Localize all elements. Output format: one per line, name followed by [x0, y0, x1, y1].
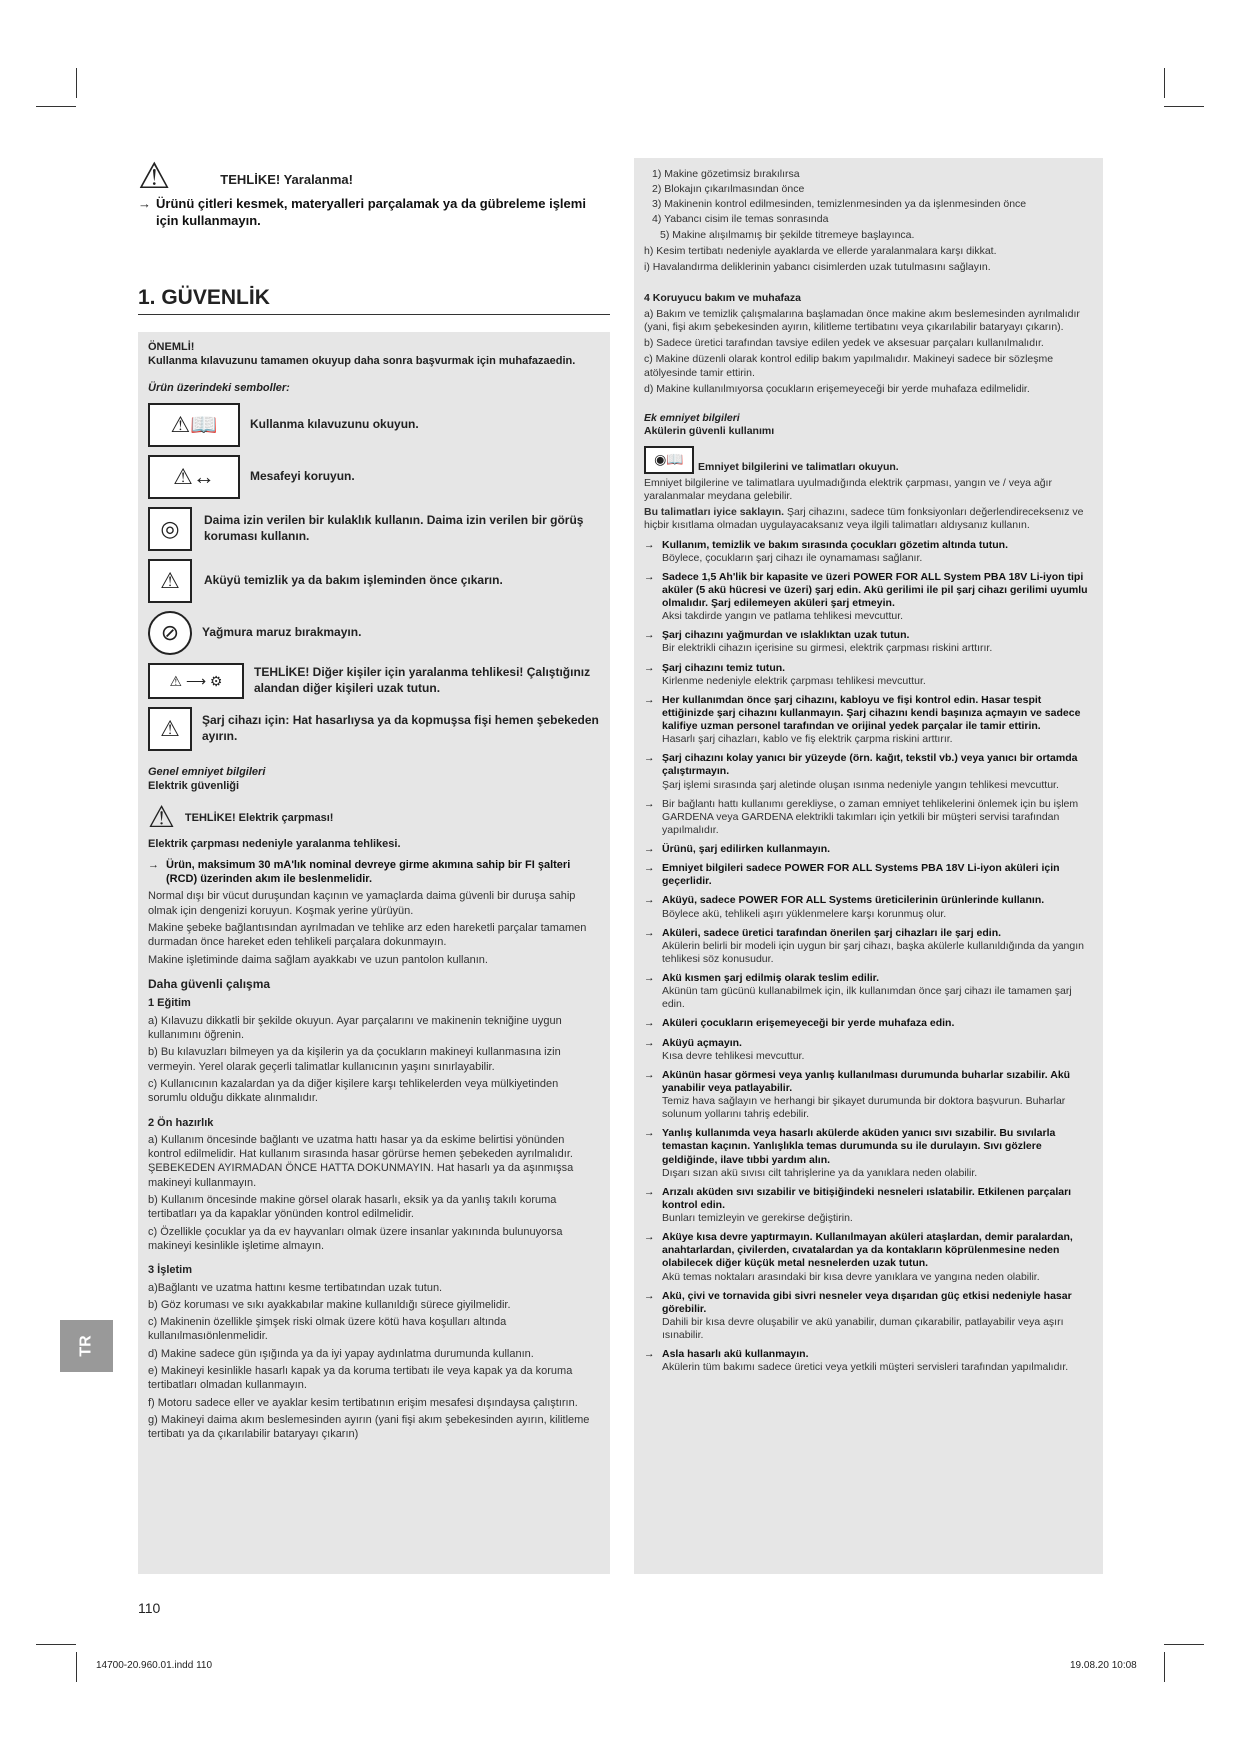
arrow-icon: →	[644, 894, 655, 907]
bullet-item	[644, 539, 1093, 565]
bullet-bold: Şarj cihazını temiz tutun.	[662, 661, 786, 674]
distance-icon: ⚠↔	[148, 455, 240, 499]
symbol-text: Aküyü temizlik ya da bakım işleminden önce çıkarın.	[204, 573, 503, 588]
bullet-text: Akünün tam gücünü kullanabilmek için, ilk kullanımdan önce şarj cihazı ile tamamen şarj edin.	[662, 985, 1072, 1011]
arrow-icon: →	[644, 1185, 655, 1198]
bullet-text: Böylece, çocukların şarj cihazı ile oynamaması sağlanır.	[662, 551, 923, 564]
bullet-text: Akülerin belirli bir modeli için uygun bir şarj cihazı, başka akülerle kullanıldığında da yangın tehlikesi söz konusudur.	[662, 939, 1084, 965]
arrow-icon: →	[644, 797, 655, 810]
bullet-text: Böylece akü, tehlikeli aşırı yüklenmelere karşı korunmuş olur.	[662, 907, 947, 920]
list-item: 4) Yabancı cisim ile temas sonrasında	[652, 213, 829, 226]
arrow-icon: →	[138, 196, 151, 211]
list-item: b) Sadece üretici tarafından tavsiye edilen yedek ve aksesuar parçaları kullanılmalıdır.	[644, 337, 1044, 350]
list-item: c) Makine düzenli olarak kontrol edilip bakım yapılmalıdır. Makineyi sadece bir sözleşme atölyesinde tamir ettirin.	[644, 353, 1054, 379]
page-number: 110	[138, 1600, 161, 1616]
bullet-text: Akülerin tüm bakımı sadece üretici veya yetkili müşteri servisleri tarafından yapılmalıdır.	[662, 1361, 1069, 1374]
list-item: c) Özellikle çocuklar ya da ev hayvanları olmak üzere insanlar yakınında bulunuyorsa makineyi kesinlikle işletime almayın.	[148, 1225, 563, 1252]
bullet-item	[644, 798, 1093, 837]
bullet-text: Aksi takdirde yangın ve patlama tehlikesi mevcuttur.	[662, 610, 904, 623]
electric-danger-title: TEHLİKE! Elektrik çarpması!	[184, 812, 334, 825]
warning-triangle-icon: ⚠	[138, 155, 171, 196]
bullet-text: Şarj işlemi sırasında şarj aletinde oluşan ısınma nedeniyle yangın tehlikesi mevcuttur.	[662, 778, 1059, 791]
arrow-icon: →	[644, 1017, 655, 1030]
list-item: c) Kullanıcının kazalardan ya da diğer kişilere karşı tehlikelerden veya mülkiyetinden sorumlu olduğu dikkate alınmalıdır.	[148, 1077, 559, 1105]
third-persons-icon: ⚠ ⟶ ⚙	[148, 663, 244, 699]
bullet-text: Bunları temizleyin ve gerekirse değiştirin.	[662, 1212, 853, 1224]
list-item: 3) Makinenin kontrol edilmesinden, temizlenmesinden ya da işlenmesinden önce	[652, 198, 1027, 211]
arrow-icon: →	[644, 1231, 655, 1244]
bullet-text: Akü temas noktaları arasındaki bir kısa devre yanıklara ve yangına neden olabilir.	[662, 1270, 1040, 1283]
general-paragraph: Normal dışı bir vücut duruşundan kaçının ve yamaçlarda daima güvenli bir duruşa sahip olmak için dengenizi koruyun. Koşmak yerine yürüyün.	[148, 890, 576, 917]
warning-triangle-icon: ⚠	[148, 801, 175, 835]
arrow-icon: →	[644, 862, 655, 875]
list-item: 1) Makine gözetimsiz bırakılırsa	[652, 168, 800, 180]
bullet-text: Kirlenme nedeniyle elektrik çarpması tehlikesi mevcuttur.	[662, 674, 926, 687]
bullet-bold: Aküye kısa devre yaptırmayın. Kullanılmayan aküleri ataşlardan, demir paralardan, anahtarlardan, çivilerden, cıvatalardan ya da kontakların köprülenmesine neden olabilecek diğer küçük metal nesnelerden uzak tutun.	[662, 1231, 1073, 1270]
arrow-icon: →	[644, 1036, 655, 1049]
list-item: b) Bu kılavuzları bilmeyen ya da kişilerin ya da çocukların makineyi kullanmasına izin vermeyin. Yerel olarak geçerli talimatlar kullanıcının yaşını sınırlayabilir.	[148, 1046, 561, 1073]
list-item: e) Makineyi kesinlikle hasarlı kapak ya da koruma tertibatı ile veya kapak ya da koruma tertibatları olmadan kullanmayın.	[148, 1364, 573, 1392]
ear-eye-protection-icon: ◎	[148, 507, 192, 551]
manual-icon: ◉📖	[644, 446, 694, 474]
general-sub: Elektrik güvenliği	[148, 780, 240, 793]
symbols-heading: Ürün üzerindeki semboller:	[148, 381, 290, 394]
arrow-icon: →	[644, 661, 655, 674]
arrow-icon: →	[644, 1068, 655, 1081]
symbol-text: Kullanma kılavuzunu okuyun.	[250, 417, 419, 432]
general-heading: Genel emniyet bilgileri	[148, 765, 266, 778]
read-info-text: Emniyet bilgilerine ve talimatlara uyulmadığında elektrik çarpması, yangın ve / veya ağır yaralanmalar meydana gelebilir.	[644, 477, 1052, 503]
bullet-bold: Aküleri çocukların erişemeyeceği bir yerde muhafaza edin.	[662, 1017, 955, 1030]
arrow-icon: →	[644, 1127, 655, 1140]
arrow-icon: →	[644, 629, 655, 642]
list-item: d) Makine kullanılmıyorsa çocukların erişemeyeceği bir yerde muhafaza edilmelidir.	[644, 382, 1030, 395]
read-info-title: Emniyet bilgilerini ve talimatları okuyun.	[698, 460, 899, 473]
danger-box	[138, 155, 610, 230]
symbol-row	[148, 455, 600, 499]
bullet-item	[644, 752, 1093, 791]
bullet-text: Dahili bir kısa devre oluşabilir ve akü yanabilir, duman çıkarabilir, patlayabilir veya aşırı ısınabilir.	[662, 1315, 1064, 1341]
bullet-bold: Akü, çivi ve tornavida gibi sivri nesneler veya dışarıdan güç etkisi nedeniyle hasar görebilir.	[662, 1289, 1072, 1315]
keep-text: Şarj cihazını, sadece tüm fonksiyonları değerlendireceksenız ve hiçbir kısıtlama olmadan uygulayacaksanız veya ilgili talimatları aldıysanız kullanın.	[644, 506, 1084, 532]
right-safety-box	[634, 158, 1103, 1574]
bullet-bold: Akü kısmen şarj edilmiş olarak teslim edilir.	[662, 972, 880, 984]
bullet-text: Bir elektrikli cihazın içerisine su girmesi, elektrik çarpması riskini arttırır.	[662, 642, 993, 655]
battery-icon: ⚠	[148, 559, 192, 603]
bullet-item	[644, 1231, 1093, 1284]
bullet-item	[644, 1348, 1093, 1374]
footer-date: 19.08.20 10:08	[1070, 1660, 1137, 1671]
bullet-item	[644, 662, 1093, 688]
bullet-item	[644, 1127, 1093, 1180]
arrow-icon: →	[644, 926, 655, 939]
bullet-bold: Aküleri, sadece üretici tarafından önerilen şarj cihazları ile şarj edin.	[662, 926, 1002, 939]
bullet-bold: Aküyü, sadece POWER FOR ALL Systems üreticilerinin ürünlerinde kullanın.	[662, 894, 1045, 907]
bullet-item	[644, 1017, 1093, 1030]
bullet-item	[644, 894, 1093, 920]
bullet-item	[644, 629, 1093, 655]
symbol-row	[148, 559, 600, 603]
bullet-bold: Aküyü açmayın.	[662, 1036, 742, 1049]
bullet-bold: Her kullanımdan önce şarj cihazını, kabloyu ve fişi kontrol edin. Hasar tespit ettiğinizde şarj cihazını kullanmayın. Şarj cihazını kendi başınıza açmayın ve sadece kalifiye uzman personel tarafından ve orijinal yedek parçalar ile tamir ettirin.	[662, 693, 1081, 732]
extra-heading: Ek emniyet bilgileri	[644, 411, 740, 424]
list-item: f) Motoru sadece eller ve ayaklar kesim tertibatının erişim mesafesi dışındaysa çalıştırın.	[148, 1396, 578, 1409]
bullet-item	[644, 862, 1093, 888]
list-item: a) Bakım ve temizlik çalışmalarına başlamadan önce makine akım beslemesinden ayrılmalıdır (yani, fişi akım şebekesinden ayırın, kilitleme tertibatını veya çıkarılabilir bataryayı çıkarın).	[644, 308, 1080, 334]
bullet-bold: Şarj cihazını kolay yanıcı bir yüzeyde (örn. kağıt, tekstil vb.) veya yanıcı bir ortamda çalıştırmayın.	[662, 752, 1078, 778]
language-tab	[60, 1320, 113, 1372]
symbol-row	[148, 611, 600, 655]
bullet-bold: Emniyet bilgileri sadece POWER FOR ALL Systems PBA 18V Li-iyon aküleri için geçerlidir.	[662, 862, 1060, 888]
list-item: a) Kullanım öncesinde bağlantı ve uzatma hattı hasar ya da eskime belirtisi yönünden kontrol edilmelidir. Hat kullanım sırasında hasar görürse hemen şebekeden ayrılmalıdır. ŞEBEKEDEN AYIRMADAN ÖNCE HATTA DOKUNMAYIN. Hat hasarlı ya da aşınmışsa makineyi kullanmayın.	[148, 1133, 574, 1189]
bullet-bold: Ürünü, şarj edilirken kullanmayın.	[662, 843, 831, 855]
symbol-text: TEHLİKE! Diğer kişiler için yaralanma tehlikesi! Çalıştığınız alandan diğer kişileri uzak tutun.	[254, 665, 591, 695]
list-item: a)Bağlantı ve uzatma hattını kesme tertibatından uzak tutun.	[148, 1281, 443, 1294]
list-item: i) Havalandırma deliklerinin yabancı cisimlerden uzak tutulmasını sağlayın.	[644, 260, 991, 273]
symbol-text: Daima izin verilen bir kulaklık kullanın. Daima izin verilen bir görüş koruması kullanın.	[204, 513, 584, 543]
training-title: 1 Eğitim	[148, 997, 191, 1010]
bullet-item	[644, 1037, 1093, 1063]
footer-file: 14700-20.960.01.indd 110	[96, 1660, 213, 1671]
bullet-text: Dışarı sızan akü sıvısı cilt tahrişlerine ya da yanıklara neden olabilir.	[662, 1166, 978, 1179]
list-item: 2) Blokajın çıkarılmasından önce	[652, 183, 805, 196]
list-item: b) Kullanım öncesinde makine görsel olarak hasarlı, eksik ya da yanlış takılı koruma tertibatları ya da kapaklar yönünden kontrol edilmelidir.	[148, 1194, 557, 1221]
read-info-row	[644, 446, 1093, 474]
bullet-bold: Sadece 1,5 Ah'lik bir kapasite ve üzeri POWER FOR ALL System PBA 18V Li-iyon tipi aküler (5 akü hücresi ve üzeri) şarj edin. Akü gerilimi ile pil şarj cihazı gerilimi uyumlu olmalıdır. Şarj edilemeyen aküleri şarj etmeyin.	[662, 570, 1088, 609]
list-item: h) Kesim tertibatı nedeniyle ayaklarda ve ellerde yaralanmalara karşı dikkat.	[644, 244, 997, 257]
list-item: a) Kılavuzu dikkatli bir şekilde okuyun. Ayar parçalarını ve makinenin tekniğine uygun kullanımını öğrenin.	[148, 1014, 562, 1042]
bullet-item	[644, 927, 1093, 966]
page-title: 1. GÜVENLİK	[138, 286, 270, 309]
arrow-icon: →	[644, 1348, 655, 1361]
general-paragraph: Makine şebeke bağlantısından ayrılmadan ve tehlike arz eden hareketli parçalar tamamen durmadan önce hareket eden tehlikeli parçalara dokunmayın.	[148, 921, 587, 949]
symbol-text: Yağmura maruz bırakmayın.	[202, 625, 362, 640]
symbol-text: Şarj cihazı için: Hat hasarlıysa ya da kopmuşsa fişi hemen şebekeden ayırın.	[202, 713, 599, 743]
bullet-item	[644, 571, 1093, 624]
electric-danger	[148, 803, 600, 833]
arrow-icon: →	[148, 858, 159, 871]
bullet-text: Kısa devre tehlikesi mevcuttur.	[662, 1049, 805, 1062]
arrow-icon: →	[644, 538, 655, 551]
symbol-row	[148, 707, 600, 751]
danger-title: TEHLİKE! Yaralanma!	[220, 172, 353, 187]
arrow-icon: →	[644, 752, 655, 765]
section-header	[138, 286, 610, 315]
list-item: g) Makineyi daima akım beslemesinden ayırın (yani fişi akım şebekesinden ayırın, kilitleme tertibatı ya da çıkarılabilir bataryayı çıkarın)	[148, 1413, 590, 1441]
language-label: TR	[77, 1335, 95, 1357]
rcd-bullet: Ürün, maksimum 30 mA'lık nominal devreye girme akımına sahip bir FI şalteri (RCD) üzerinden akım ile beslenmelidir.	[166, 858, 571, 886]
arrow-icon: →	[644, 972, 655, 984]
list-item: 5) Makine alışılmamış bir şekilde titremeye başlayınca.	[660, 228, 915, 241]
symbol-text: Mesafeyi koruyun.	[250, 469, 355, 484]
keep-title: Bu talimatları iyice saklayın.	[644, 506, 785, 519]
manual-icon: ⚠📖	[148, 403, 240, 447]
bullet-bold: Yanlış kullanımda veya hasarlı akülerde aküden yanıcı sıvı sızabilir. Bu sıvılarla temastan kaçının. Yanlışlıkla temas durumunda su ile durulayın. Sıvı gözlere geldiğinde, ilave tıbbi yardım alın.	[662, 1127, 1056, 1166]
bullet-item	[644, 1069, 1093, 1122]
bullet-text: Temiz hava sağlayın ve herhangi bir şikayet durumunda bir doktora başvurun. Buharlar solunum yollarını tahriş edebilir.	[662, 1095, 1066, 1121]
safer-work-heading: Daha güvenli çalışma	[148, 976, 271, 991]
operation-title: 3 İşletim	[148, 1264, 193, 1277]
list-item: c) Makinenin özellikle şimşek riski olmak üzere kötü hava koşulları altında kullanılmasıönlenmelidir.	[148, 1316, 507, 1343]
bullet-item	[644, 972, 1093, 1011]
electric-danger-text: Elektrik çarpması nedeniyle yaralanma tehlikesi.	[148, 838, 401, 851]
list-item: d) Makine sadece gün ışığında ya da iyi yapay aydınlatma durumunda kullanın.	[148, 1347, 534, 1360]
arrow-icon: →	[644, 570, 655, 583]
left-safety-box	[138, 332, 610, 1574]
danger-text: Ürünü çitleri kesmek, materyalleri parçalamak ya da gübreleme işlemi için kullanmayın.	[156, 196, 586, 228]
preparation-title: 2 Ön hazırlık	[148, 1116, 214, 1129]
arrow-icon: →	[644, 693, 655, 706]
bullet-bold: Şarj cihazını yağmurdan ve ıslaklıktan uzak tutun.	[662, 629, 910, 642]
list-item: b) Göz koruması ve sıkı ayakkabılar makine kullanıldığı sürece giyilmelidir.	[148, 1298, 511, 1311]
battery-heading: Akülerin güvenli kullanımı	[644, 424, 775, 437]
bullet-bold: Asla hasarlı akü kullanmayın.	[662, 1348, 809, 1361]
charger-cable-icon: ⚠	[148, 707, 192, 751]
bullet-bold: Kullanım, temizlik ve bakım sırasında çocukları gözetim altında tutun.	[662, 538, 1009, 551]
symbol-row	[148, 663, 600, 699]
rain-icon: ⊘	[148, 611, 192, 655]
bullet-item	[644, 694, 1093, 747]
bullet-item	[644, 843, 1093, 856]
bullet-item	[644, 1186, 1093, 1225]
bullet-text: Hasarlı şarj cihazları, kablo ve fiş elektrik çarpma riskini arttırır.	[662, 733, 953, 746]
symbol-row	[148, 507, 600, 551]
bullet-item	[644, 1290, 1093, 1343]
symbol-row	[148, 403, 600, 447]
arrow-icon: →	[644, 843, 655, 855]
important-label: ÖNEMLİ!	[148, 341, 195, 353]
bullet-text: Bir bağlantı hattı kullanımı gerekliyse, o zaman emniyet tehlikelerini önlemek için bu işlem GARDENA veya GARDENA elektrikli takımları için yetkili bir müşteri servisi tarafından yapılmalıdır.	[662, 797, 1079, 836]
arrow-icon: →	[644, 1289, 655, 1302]
bullet-bold: Arızalı aküden sıvı sızabilir ve bitişiğindeki nesneleri ıslatabilir. Etkilenen parçaları kontrol edin.	[662, 1185, 1072, 1211]
general-paragraph: Makine işletiminde daima sağlam ayakkabı ve uzun pantolon kullanın.	[148, 953, 488, 966]
maintenance-title: 4 Koruyucu bakım ve muhafaza	[644, 291, 801, 304]
bullet-bold: Akünün hasar görmesi veya yanlış kullanılması durumunda buharlar sızabilir. Akü yanabilir veya patlayabilir.	[662, 1068, 1071, 1094]
important-text: Kullanma kılavuzunu tamamen okuyup daha sonra başvurmak için muhafazaedin.	[148, 355, 576, 368]
